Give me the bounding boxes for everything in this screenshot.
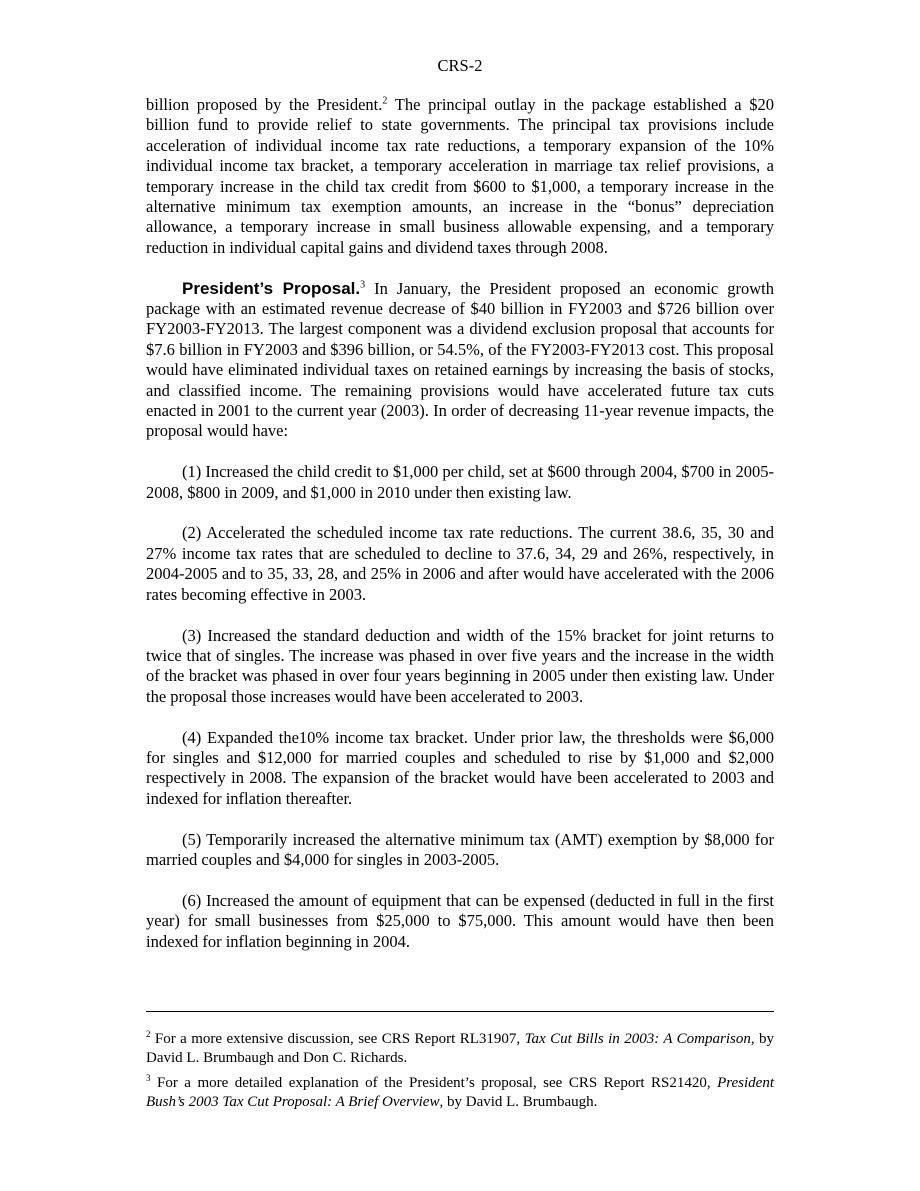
footnote-text: For a more detailed explanation of the President’s proposal, see CRS Report RS21420, — [150, 1075, 718, 1091]
footnote-number: 2 — [146, 1029, 151, 1039]
footnote-ref: 3 — [360, 279, 366, 291]
footnote-text: , by David L. Brumbaugh. — [439, 1094, 598, 1110]
list-item: (3) Increased the standard deduction and width of the 15% bracket for joint returns to twice that of singles. The increase was phased in over five years and the increase in the width of the bracket was phased in over four years beginning in 2005 under then existing law. Under the proposal those increases would have been accelerated to 2003. — [146, 625, 774, 706]
list-item: (4) Expanded the10% income tax bracket. Under prior law, the thresholds were $6,000 for singles and $12,000 for married couples and scheduled to rise by $1,000 and $2,000 respectively in 2008. The expansion of the bracket would have been accelerated to 2003 and indexed for inflation thereafter. — [146, 727, 774, 808]
footnote-number: 3 — [146, 1073, 151, 1083]
footnote-report-title: President Bush’s 2003 Tax Cut Proposal: A Brief Overview — [146, 1075, 774, 1110]
footnote-text: For a more extensive discussion, see CRS Report RL31907, — [150, 1031, 525, 1047]
list-item: (2) Accelerated the scheduled income tax rate reductions. The current 38.6, 35, 30 and 27% income tax rates that are scheduled to decline to 37.6, 34, 29 and 26%, respectively, in 2004-2005 and to 35, 33, 28, and 25% in 2006 and after would have accelerated with the 2006 rates becoming effective in 2003. — [146, 523, 774, 604]
footnote-ref: 2 — [382, 95, 388, 107]
paragraph-text: billion proposed by the President. — [146, 95, 383, 114]
footnote-report-title: Tax Cut Bills in 2003: A Comparison — [524, 1031, 751, 1047]
list-item: (1) Increased the child credit to $1,000 per child, set at $600 through 2004, $700 in 2005-2008, $800 in 2009, and $1,000 in 2010 under then existing law. — [146, 462, 774, 502]
paragraph-presidents-proposal — [146, 279, 774, 442]
footnote — [146, 1074, 774, 1112]
paragraph-package-summary — [146, 95, 774, 258]
footnotes — [146, 1030, 774, 1118]
footnote — [146, 1030, 774, 1068]
paragraph-text: The principal outlay in the package established a $20 billion fund to provide relief to state governments. The principal tax provisions include acceleration of individual income tax rate reductions, a temporary expansion of the 10% individual income tax bracket, a temporary acceleration in marriage tax relief provisions, a temporary increase in the child tax credit from $600 to $1,000, a temporary increase in the alternative minimum tax exemption amounts, an increase in the “bonus” depreciation allowance, a temporary increase in small business allowable expensing, and a temporary reduction in individual capital gains and dividend taxes through 2008. — [146, 95, 774, 257]
page-header: CRS-2 — [437, 56, 483, 75]
list-item: (5) Temporarily increased the alternative minimum tax (AMT) exemption by $8,000 for married couples and $4,000 for singles in 2003-2005. — [146, 829, 774, 869]
footnote-divider — [146, 1011, 774, 1012]
footnote-text: , by David L. Brumbaugh and Don C. Richards. — [146, 1031, 775, 1066]
list-item: (6) Increased the amount of equipment that can be expensed (deducted in full in the first year) for small businesses from $25,000 to $75,000. This amount would have then been indexed for inflation beginning in 2004. — [146, 890, 774, 951]
section-heading: President’s Proposal. — [182, 278, 361, 298]
paragraph-text: In January, the President proposed an economic growth package with an estimated revenue decrease of $40 billion in FY2003 and $726 billion over FY2003-FY2013. The largest component was a dividend exclusion proposal that accounts for $7.6 billion in FY2003 and $396 billion, or 54.5%, of the FY2003-FY2013 cost. This proposal would have eliminated individual taxes on retained earnings by increasing the basis of stocks, and classified income. The remaining provisions would have accelerated future tax cuts enacted in 2001 to the current year (2003). In order of decreasing 11-year revenue impacts, the proposal would have: — [146, 278, 774, 441]
body-text — [146, 95, 774, 972]
